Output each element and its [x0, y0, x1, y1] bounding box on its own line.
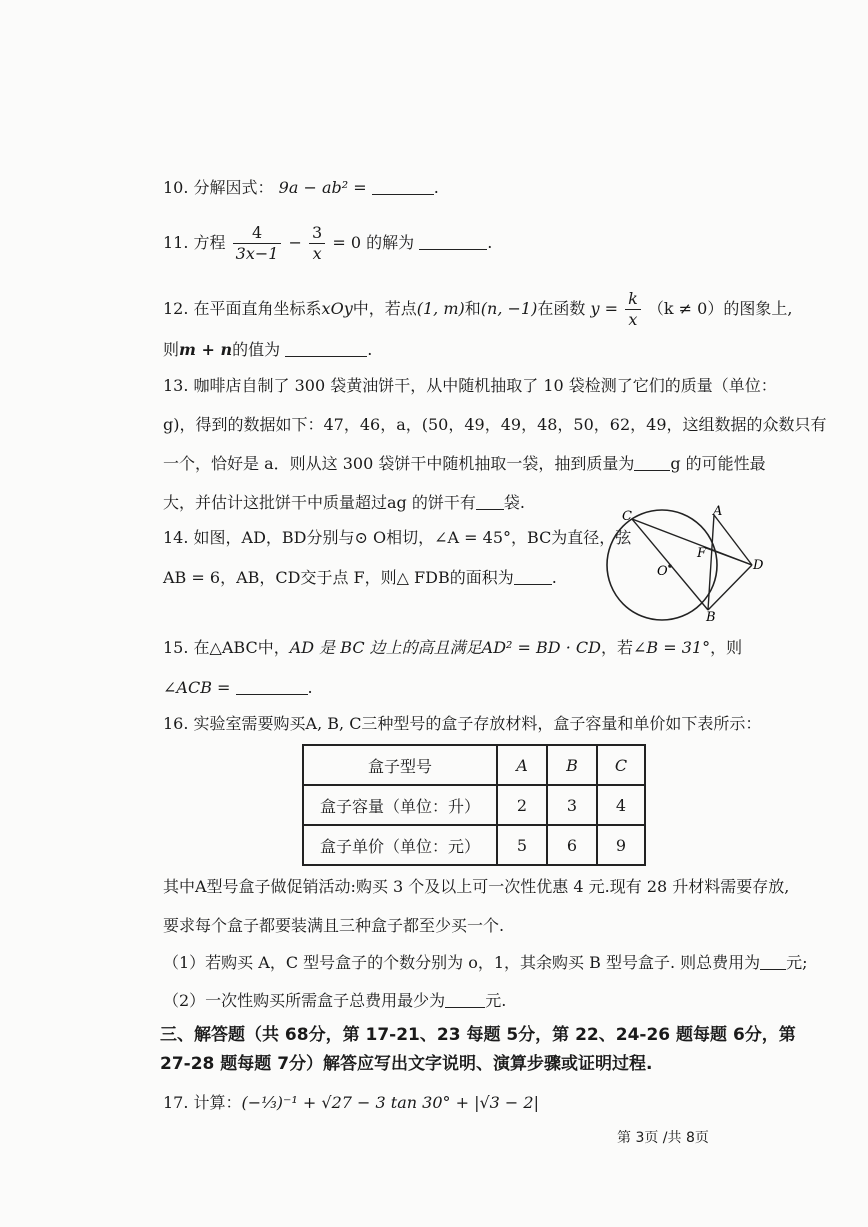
- question-17: [163, 1092, 539, 1114]
- question-text: （2）一次性购买所需盒子总费用最少为: [163, 991, 446, 1010]
- answer-blank[interactable]: [419, 233, 487, 250]
- point-2: (n, −1): [480, 299, 538, 318]
- question-text: 元.: [485, 991, 507, 1010]
- denominator: x: [628, 310, 638, 329]
- question-text: ，则: [710, 638, 743, 657]
- fraction-2: [309, 223, 325, 264]
- question-text: 和: [464, 299, 481, 318]
- table-header-cell: C: [597, 745, 645, 785]
- question-text: 中，若点: [352, 299, 417, 318]
- math-expression: ∠ACB =: [163, 678, 231, 697]
- question-text: 的值为: [232, 340, 281, 359]
- period: .: [551, 568, 557, 587]
- answer-blank[interactable]: [445, 991, 485, 1008]
- question-14-line-2: [163, 567, 557, 589]
- condition: （k ≠ 0）的图象上,: [647, 299, 793, 318]
- question-12-line-1: [163, 287, 792, 331]
- question-16-promo-2: 要求每个盒子都要装满且三种盒子都至少买一个.: [163, 916, 505, 935]
- table-row: [303, 825, 645, 865]
- table-cell: 9: [597, 825, 645, 865]
- question-text: 方程: [193, 233, 226, 252]
- question-number: 11.: [163, 233, 189, 252]
- question-text: g 的可能性最: [670, 454, 766, 473]
- angle-value: ∠B = 31°: [632, 638, 711, 657]
- period: .: [487, 233, 493, 252]
- question-15-line-1: [163, 637, 742, 659]
- question-text: ，若: [600, 638, 633, 657]
- answer-blank[interactable]: [760, 953, 786, 970]
- question-text: 12. 在平面直角坐标系: [163, 299, 322, 318]
- label-a: A: [713, 504, 723, 519]
- numerator: k: [625, 289, 641, 310]
- period: .: [307, 678, 313, 697]
- coordinate-system: xOy: [321, 299, 353, 318]
- section-3-heading-line-1: 三、解答题（共 68分，第 17-21、23 每题 5分，第 22、24-26 题每题 6分，第: [160, 1025, 796, 1045]
- table-cell: 盒子单价（单位：元）: [303, 825, 497, 865]
- box-table: [302, 744, 646, 866]
- answer-blank[interactable]: [514, 568, 552, 585]
- center-point: [668, 564, 672, 568]
- question-text: AB = 6，AB，CD交于点 F，则△ FDB的面积为: [163, 568, 514, 587]
- question-number: 10.: [163, 178, 189, 197]
- table-row: [303, 785, 645, 825]
- minus-sign: −: [288, 233, 302, 252]
- chord-ab: [708, 515, 714, 610]
- table-cell: 6: [547, 825, 597, 865]
- table-cell: 3: [547, 785, 597, 825]
- period: .: [433, 178, 439, 197]
- question-text: 袋.: [503, 493, 525, 512]
- label-b: B: [706, 610, 716, 625]
- question-text: 则: [163, 340, 180, 359]
- label-d: D: [753, 558, 764, 573]
- question-text: （1）若购买 A，C 型号盒子的个数分别为 o，1，其余购买 B 型号盒子. 则总费用为: [163, 953, 761, 972]
- question-text: 分解因式：: [193, 178, 274, 197]
- question-14-line-1: 14. 如图，AD，BD分别与⊙ O相切，∠A = 45°，BC为直径，弦: [163, 528, 632, 547]
- question-16-intro: 16. 实验室需要购买A, B, C三种型号的盒子存放材料，盒子容量和单价如下表所示：: [163, 714, 762, 733]
- table-header-cell: B: [547, 745, 597, 785]
- tangent-bd: [708, 565, 752, 610]
- math-expression: (−⅓)⁻¹ + √27 − 3 tan 30° + |√3 − 2|: [241, 1093, 539, 1112]
- question-text: 在函数: [537, 299, 586, 318]
- table-cell: 4: [597, 785, 645, 825]
- question-13-line-2: g)，得到的数据如下：47，46，a，(50，49，49，48，50，62，49，这组数据的众数只有: [163, 415, 827, 434]
- numerator: 3: [309, 223, 325, 244]
- question-text: = 0 的解为: [332, 233, 415, 252]
- circle-tangent-figure: [600, 500, 770, 625]
- question-text: AD 是 BC 边上的高且满足: [289, 638, 482, 657]
- answer-blank[interactable]: [634, 454, 670, 471]
- numerator: 4: [233, 223, 282, 244]
- math-expression: m + n: [179, 340, 233, 359]
- label-o: O: [657, 564, 668, 579]
- question-16-sub-1: [163, 952, 808, 974]
- question-text: 15. 在△ABC中，: [163, 638, 290, 657]
- question-16-promo-1: 其中A型号盒子做促销活动:购买 3 个及以上可一次性优惠 4 元.现有 28 升材料需要存放,: [163, 877, 790, 896]
- label-c: C: [622, 509, 632, 524]
- answer-blank[interactable]: [372, 178, 434, 195]
- page-footer: 第 3页 /共 8页: [617, 1130, 709, 1146]
- table-cell: 盒子容量（单位：升）: [303, 785, 497, 825]
- denominator: 3x−1: [235, 244, 279, 263]
- denominator: x: [312, 244, 322, 263]
- question-15-line-2: [163, 677, 313, 699]
- answer-blank[interactable]: [476, 493, 504, 510]
- question-text: 17. 计算：: [163, 1093, 242, 1112]
- section-3-heading-line-2: 27-28 题每题 7分）解答应写出文字说明、演算步骤或证明过程.: [160, 1054, 653, 1074]
- question-text: 元;: [786, 953, 808, 972]
- fraction-1: [233, 223, 282, 264]
- answer-blank[interactable]: [285, 340, 367, 357]
- question-13-line-1: 13. 咖啡店自制了 300 袋黄油饼干，从中随机抽取了 10 袋检测了它们的质量（单位：: [163, 376, 777, 395]
- question-13-line-3: [163, 453, 766, 475]
- function-fraction: [625, 289, 641, 330]
- condition: AD² = BD · CD: [481, 638, 601, 657]
- period: .: [367, 340, 373, 359]
- question-12-line-2: [163, 339, 372, 361]
- question-text: 大，并估计这批饼干中质量超过ag 的饼干有: [163, 493, 476, 512]
- answer-blank[interactable]: [236, 678, 308, 695]
- question-16-sub-2: [163, 990, 506, 1012]
- math-expression: 9a − ab² =: [278, 178, 367, 197]
- table-header-cell: A: [497, 745, 547, 785]
- question-11: [163, 221, 492, 265]
- table-header-row: [303, 745, 645, 785]
- table-cell: 5: [497, 825, 547, 865]
- label-f: F: [697, 546, 707, 561]
- point-1: (1, m): [416, 299, 465, 318]
- question-13-line-4: [163, 492, 525, 514]
- question-text: 一个，恰好是 a．则从这 300 袋饼干中随机抽取一袋，抽到质量为: [163, 454, 635, 473]
- question-10: [163, 177, 439, 199]
- function-lhs: y =: [590, 299, 618, 318]
- table-cell: 2: [497, 785, 547, 825]
- table-header-cell: 盒子型号: [303, 745, 497, 785]
